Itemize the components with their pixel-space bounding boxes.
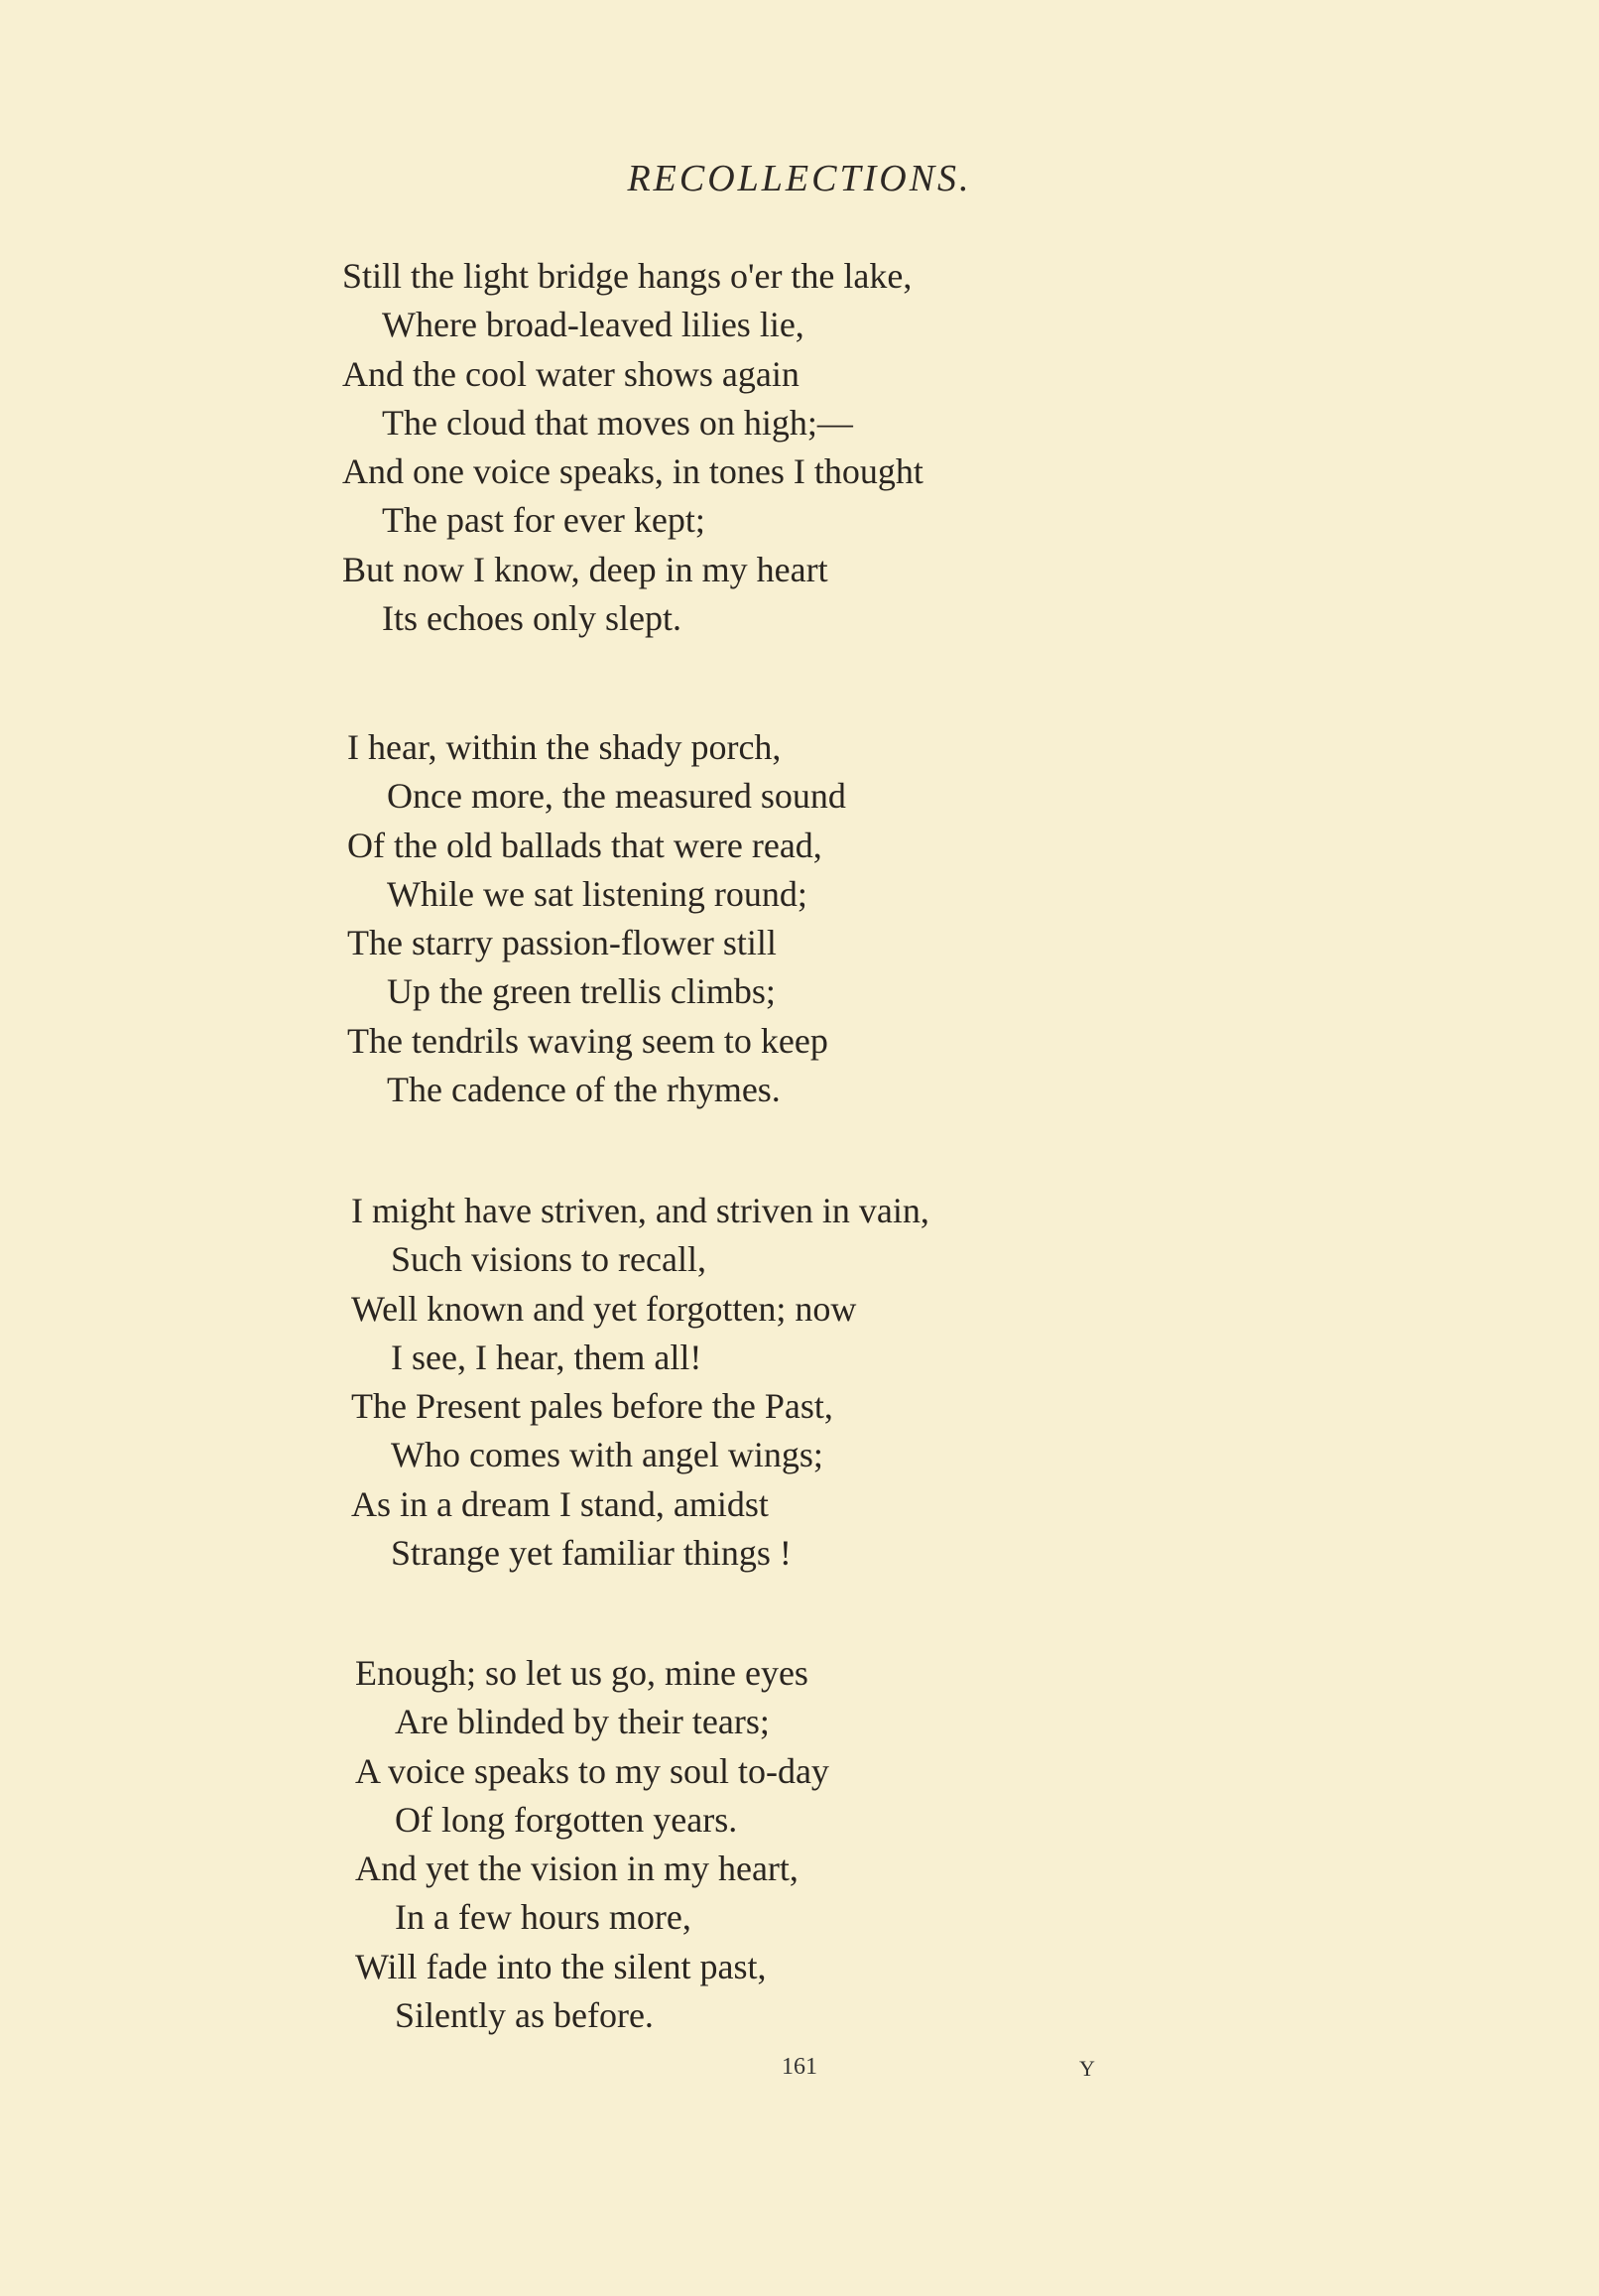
poem-line: And yet the vision in my heart,	[355, 1849, 799, 1889]
poem-line: And one voice speaks, in tones I thought	[342, 451, 923, 492]
poem-line: The starry passion-flower still	[347, 923, 777, 963]
poem-line: The past for ever kept;	[382, 500, 705, 541]
poem-line: I might have striven, and striven in vain,	[351, 1191, 929, 1230]
poem-line: Who comes with angel wings;	[391, 1435, 823, 1475]
poem-line: The tendrils waving seem to keep	[347, 1020, 828, 1061]
poem-line: But now I know, deep in my heart	[342, 549, 828, 589]
poem-line: Once more, the measured sound	[387, 776, 846, 817]
poem-line: Strange yet familiar things !	[391, 1533, 792, 1574]
poem-line: Where broad-leaved lilies lie,	[382, 305, 804, 345]
poem-line: Enough; so let us go, mine eyes	[355, 1653, 808, 1693]
poem-line: Are blinded by their tears;	[395, 1702, 770, 1742]
poem-line: A voice speaks to my soul to-day	[355, 1750, 829, 1791]
running-title: RECOLLECTIONS.	[627, 158, 972, 199]
poem-line: Will fade into the silent past,	[355, 1946, 767, 1986]
poem-line: Well known and yet forgotten; now	[351, 1288, 857, 1329]
stanza-3	[351, 1187, 929, 1578]
poem-line: While we sat listening round;	[387, 873, 807, 914]
poem-line: Of the old ballads that were read,	[347, 825, 822, 865]
poem-line: As in a dream I stand, amidst	[351, 1483, 769, 1524]
poem-line: Such visions to recall,	[391, 1239, 706, 1280]
stanza-1	[342, 252, 923, 643]
signature-mark: Y	[1079, 2056, 1095, 2081]
poem-line: The Present pales before the Past,	[351, 1386, 833, 1427]
poem-line: In a few hours more,	[395, 1897, 691, 1938]
poem-line: The cadence of the rhymes.	[387, 1070, 781, 1110]
stanza-2	[347, 723, 846, 1114]
poem-line: Its echoes only slept.	[382, 598, 681, 639]
poem-line: Silently as before.	[395, 1995, 654, 2036]
poem-line: And the cool water shows again	[342, 353, 800, 394]
poem-line: Still the light bridge hangs o'er the lake,	[342, 256, 913, 296]
poem-line: I hear, within the shady porch,	[347, 727, 782, 767]
stanza-4	[355, 1649, 829, 2040]
poem-line: The cloud that moves on high;—	[382, 402, 853, 443]
page-number: 161	[782, 2054, 817, 2080]
poem-line: Up the green trellis climbs;	[387, 971, 776, 1012]
poem-line: Of long forgotten years.	[395, 1799, 738, 1840]
poem-line: I see, I hear, them all!	[391, 1337, 702, 1377]
